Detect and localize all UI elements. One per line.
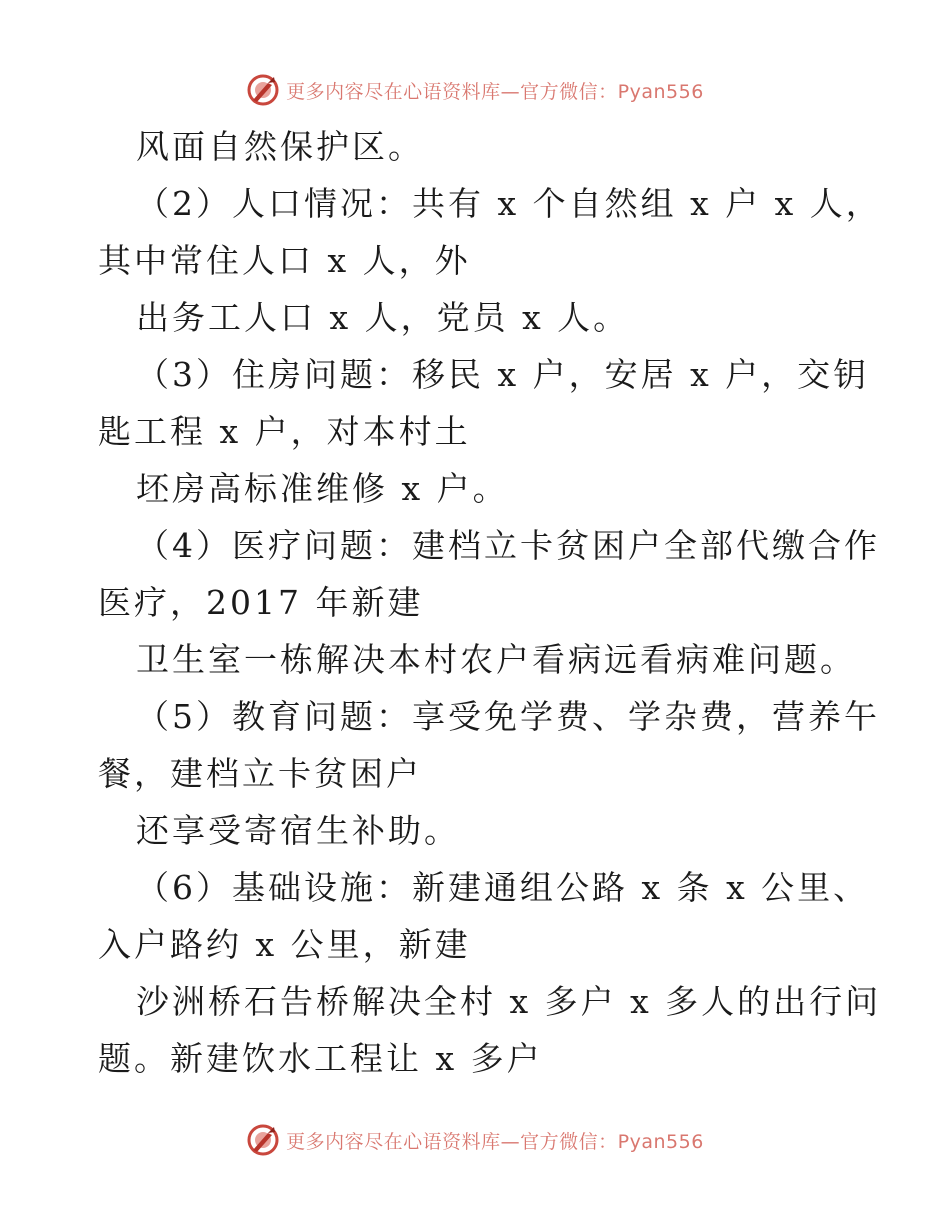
text-line: 坯房高标准维修 x 户。 — [136, 469, 509, 508]
quill-seal-icon — [246, 1123, 280, 1157]
text-line: 入户路约 x 公里，新建 — [98, 925, 471, 964]
text-line: （6）基础设施：新建通组公路 x 条 x 公里、 — [136, 868, 870, 907]
text-line: （4）医疗问题：建档立卡贫困户全部代缴合作 — [136, 526, 880, 565]
text-line: （5）教育问题：享受免学费、学杂费，营养午 — [136, 697, 880, 736]
quill-seal-icon — [246, 73, 280, 107]
text-line: （3）住房问题：移民 x 户，安居 x 户，交钥 — [136, 355, 870, 394]
text-line: 其中常住人口 x 人，外 — [98, 241, 471, 280]
text-line: 还享受寄宿生补助。 — [136, 811, 460, 850]
text-line: 风面自然保护区。 — [136, 127, 424, 166]
header-watermark — [0, 70, 950, 110]
text-line: 匙工程 x 户，对本村土 — [98, 412, 471, 451]
text-line: 卫生室一栋解决本村农户看病远看病难问题。 — [136, 640, 856, 679]
text-line: （2）人口情况：共有 x 个自然组 x 户 x 人， — [136, 184, 882, 223]
text-line: 医疗，2017 年新建 — [98, 583, 424, 622]
text-line: 餐，建档立卡贫困户 — [98, 754, 422, 793]
text-line: 出务工人口 x 人，党员 x 人。 — [136, 298, 630, 337]
watermark-text: 更多内容尽在心语资料库—官方微信：Pyan556 — [286, 1130, 704, 1153]
text-line: 题。新建饮水工程让 x 多户 — [98, 1039, 543, 1078]
footer-watermark — [0, 1120, 950, 1160]
watermark-text: 更多内容尽在心语资料库—官方微信：Pyan556 — [286, 80, 704, 103]
text-line: 沙洲桥石告桥解决全村 x 多户 x 多人的出行问 — [136, 982, 882, 1021]
